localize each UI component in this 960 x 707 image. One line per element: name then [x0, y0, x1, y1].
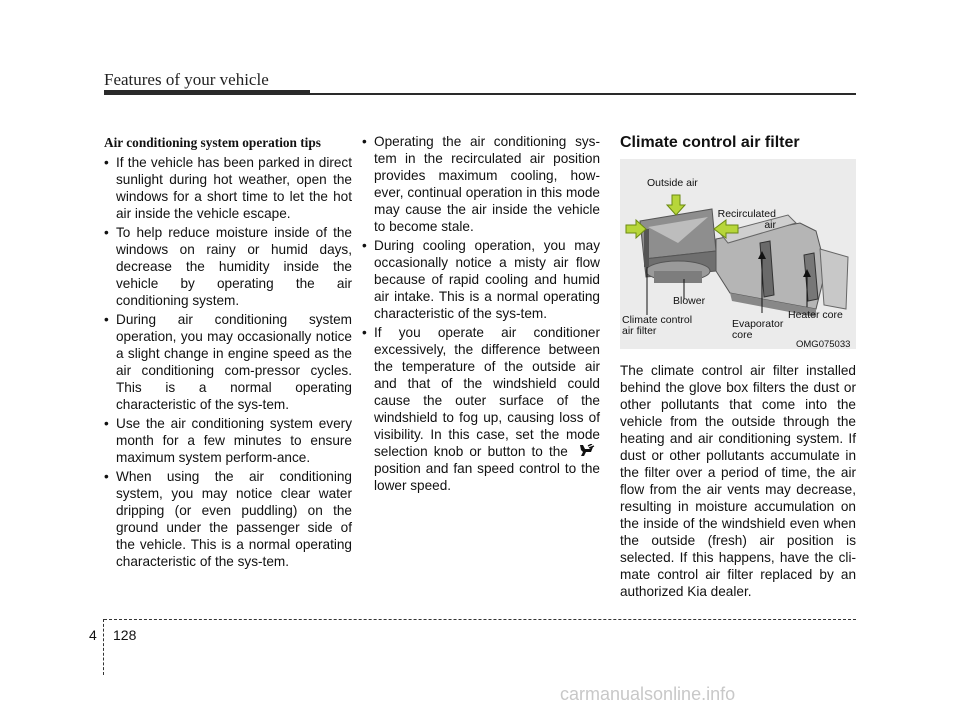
ac-tips-list: [104, 154, 352, 570]
footer-rule: [104, 619, 856, 620]
label-air-filter: Climate control air filter: [622, 314, 693, 337]
header-rule-thick: [104, 90, 310, 95]
label-blower: Blower: [673, 295, 706, 307]
bullet-text-part-1: If you operate air conditioner excessively, the difference between the temperature of the outside air and that of the windshield could cause the outer surface of the windshield to fog up, causing loss of visibility. In this case, set the mode selection knob or button to the: [374, 325, 600, 459]
air-filter-diagram: [620, 159, 856, 349]
list-item: [362, 324, 600, 494]
column-3: [620, 134, 856, 600]
label-heater-core: Heater core: [788, 309, 843, 321]
label-evaporator-core: Evaporator core: [732, 318, 784, 341]
list-item: • If the vehicle has been parked in direct sunlight during hot weather, open the windows for a short time to let the hot air inside the vehicle escape.: [104, 154, 352, 222]
list-item: • When using the air conditioning system, you may notice clear water dripping (or even puddling) on the ground under the passenger side of the vehicle. This is a normal operating characteristic of the sys-tem.: [104, 468, 352, 570]
header-rule-thin: [310, 93, 856, 95]
down-arrow-icon: [667, 195, 685, 215]
chapter-number: 4: [89, 627, 97, 643]
ac-tips-subheading: Air conditioning system operation tips: [104, 135, 321, 150]
bullet-text-part-2: position and fan speed control to the lower speed.: [374, 461, 600, 493]
air-filter-paragraph: The climate control air filter installed behind the glove box filters the dust or other pollutants that come into the vehicle from the outside through the heating and air conditioning system. If dust or other pollutants accumulate in the filter over a period of time, the air flow from the air vents may decrease, resulting in moisture accumulation on the inside of the windshield even when the outside (fresh) air position is selected. If this happens, have the cli-mate control air filter replaced by an authorized Kia dealer.: [620, 363, 856, 599]
ac-tips-list-continued: [362, 133, 600, 494]
figure-code: OMG075033: [796, 339, 851, 350]
defrost-floor-mode-icon: [576, 444, 598, 458]
list-item: • Use the air conditioning system every month for a few minutes to ensure maximum system perform-ance.: [104, 415, 352, 466]
footer-vertical-rule: [103, 619, 104, 675]
list-item: • During air conditioning system operation, you may occasionally notice a slight change in engine speed as the air conditioning com-pressor cycles. This is a normal operating characteristic of the sys-tem.: [104, 311, 352, 413]
label-recirculated-air: Recirculated air: [717, 208, 776, 231]
page-header-title: Features of your vehicle: [104, 70, 269, 89]
list-item: • During cooling operation, you may occasionally notice a misty air flow because of rapid cooling and humid air intake. This is a normal operating characteristic of the sys-tem.: [362, 237, 600, 322]
section-title: Climate control air filter: [620, 134, 800, 151]
column-2: [362, 133, 600, 496]
page-number: 128: [113, 627, 137, 643]
list-item: • To help reduce moisture inside of the windows on rainy or humid days, decrease the humidity inside the vehicle by operating the air conditioning system.: [104, 224, 352, 309]
list-item: • Operating the air conditioning sys-tem in the recirculated air position provides maximum cooling, how-ever, continual operation in this mode may cause the air inside the vehicle to become stale.: [362, 133, 600, 235]
watermark: carmanualsonline.info: [560, 684, 736, 704]
label-outside-air: Outside air: [647, 177, 698, 189]
column-1: [104, 134, 352, 572]
